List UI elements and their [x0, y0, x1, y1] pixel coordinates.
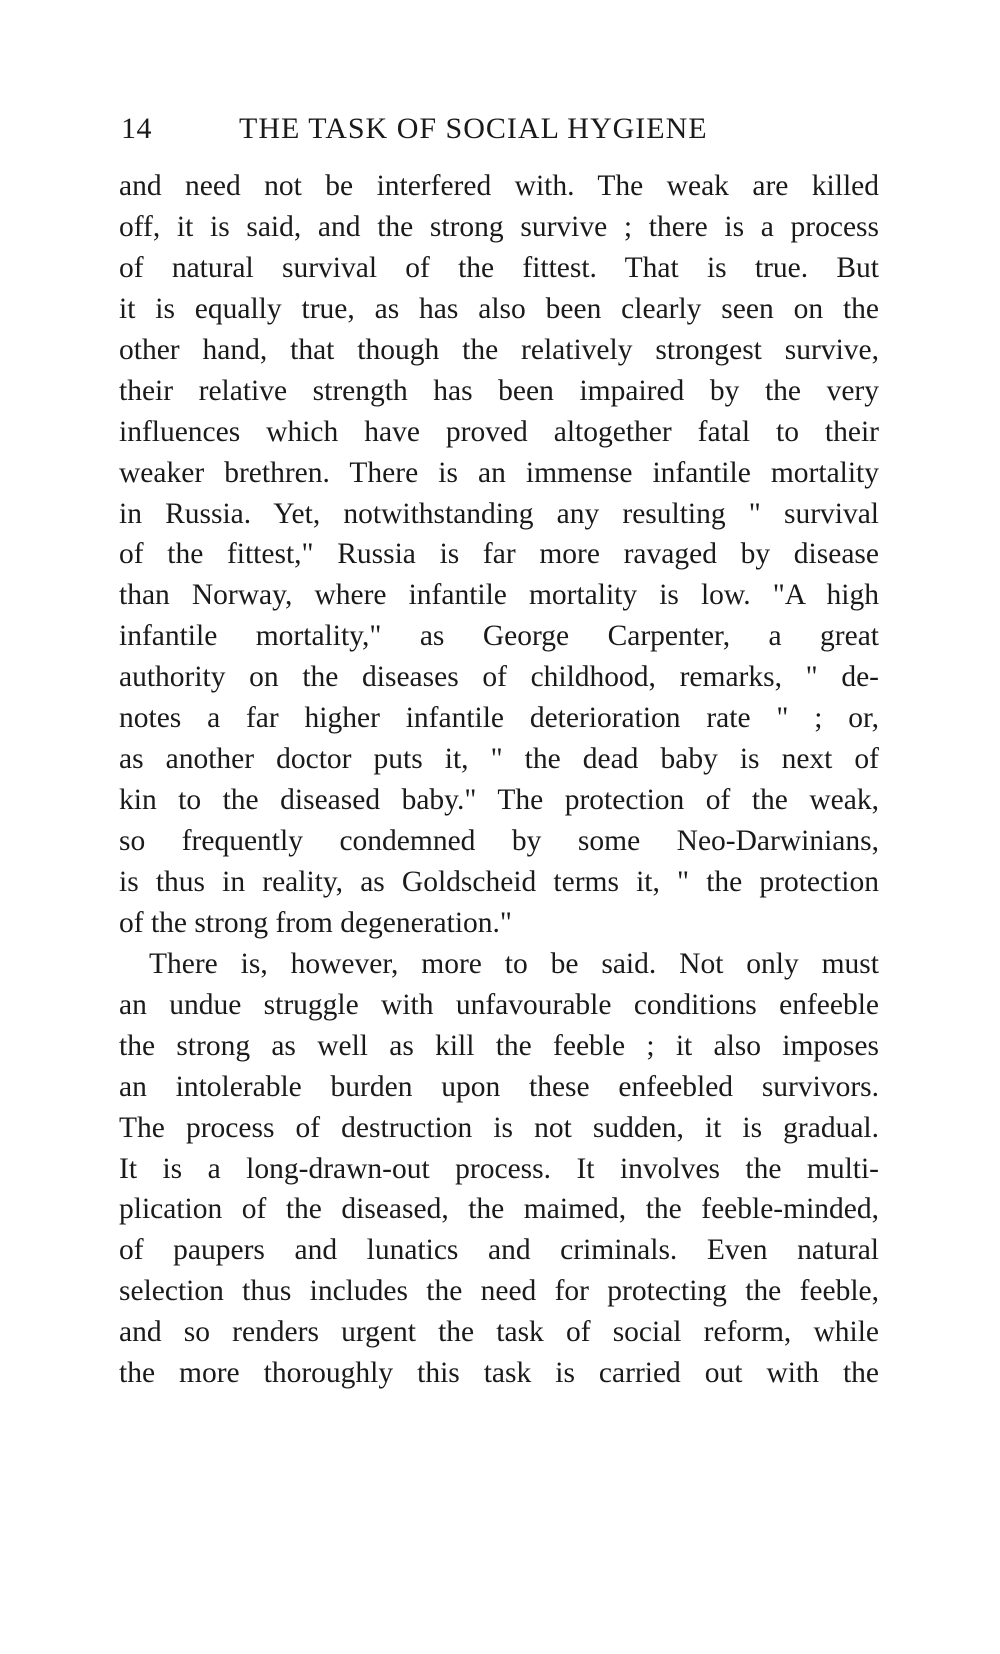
- text-line: notes a far higher infantile deterioration rate " ; or,: [119, 702, 879, 735]
- text-line: their relative strength has been impaired by the very: [119, 374, 879, 407]
- text-line: selection thus includes the need for protecting the feeble,: [119, 1275, 879, 1308]
- text-line: of the fittest," Russia is far more ravaged by disease: [119, 538, 879, 571]
- text-line: off, it is said, and the strong survive ; there is a process: [119, 210, 879, 243]
- text-line: an intolerable burden upon these enfeebled survivors.: [119, 1070, 879, 1103]
- text-line: infantile mortality," as George Carpenter, a great: [119, 620, 879, 653]
- text-line: it is equally true, as has also been clearly seen on the: [119, 292, 879, 325]
- text-line: and need not be interfered with. The weak are killed: [119, 170, 879, 202]
- paragraph-1: [119, 166, 879, 944]
- text-line: so frequently condemned by some Neo-Darwinians,: [119, 825, 879, 857]
- text-line: and so renders urgent the task of social reform, while: [119, 1316, 879, 1349]
- text-line: kin to the diseased baby." The protection of the weak,: [119, 784, 879, 817]
- text-line: The process of destruction is not sudden, it is gradual.: [119, 1111, 879, 1144]
- running-head: [121, 112, 881, 152]
- text-line: as another doctor puts it, " the dead baby is next of: [119, 743, 879, 776]
- text-line: an undue struggle with unfavourable conditions enfeeble: [119, 988, 879, 1021]
- text-line: There is, however, more to be said. Not only must: [149, 947, 879, 980]
- page-number: 14: [121, 112, 152, 145]
- text-line: plication of the diseased, the maimed, the feeble-minded,: [119, 1193, 879, 1226]
- text-line: of paupers and lunatics and criminals. Even natural: [119, 1234, 879, 1267]
- text-line: of the strong from degeneration.": [119, 906, 512, 939]
- text-line: in Russia. Yet, notwithstanding any resulting " survival: [119, 497, 879, 530]
- text-line: It is a long-drawn-out process. It involves the multi-: [119, 1152, 879, 1185]
- body-text: [119, 166, 879, 1394]
- text-line: other hand, that though the relatively strongest survive,: [119, 333, 879, 366]
- text-line: the strong as well as kill the feeble ; it also imposes: [119, 1029, 879, 1062]
- page-title: THE TASK OF SOCIAL HYGIENE: [239, 112, 708, 145]
- text-line: weaker brethren. There is an immense infantile mortality: [119, 456, 879, 489]
- text-line: than Norway, where infantile mortality is low. "A high: [119, 579, 879, 612]
- text-line: influences which have proved altogether fatal to their: [119, 415, 879, 448]
- text-line: the more thoroughly this task is carried out with the: [119, 1357, 879, 1390]
- text-line: is thus in reality, as Goldscheid terms it, " the protection: [119, 865, 879, 898]
- text-line: of natural survival of the fittest. That is true. But: [119, 251, 879, 284]
- paragraph-2: [119, 944, 879, 1394]
- text-line: authority on the diseases of childhood, remarks, " de-: [119, 661, 879, 694]
